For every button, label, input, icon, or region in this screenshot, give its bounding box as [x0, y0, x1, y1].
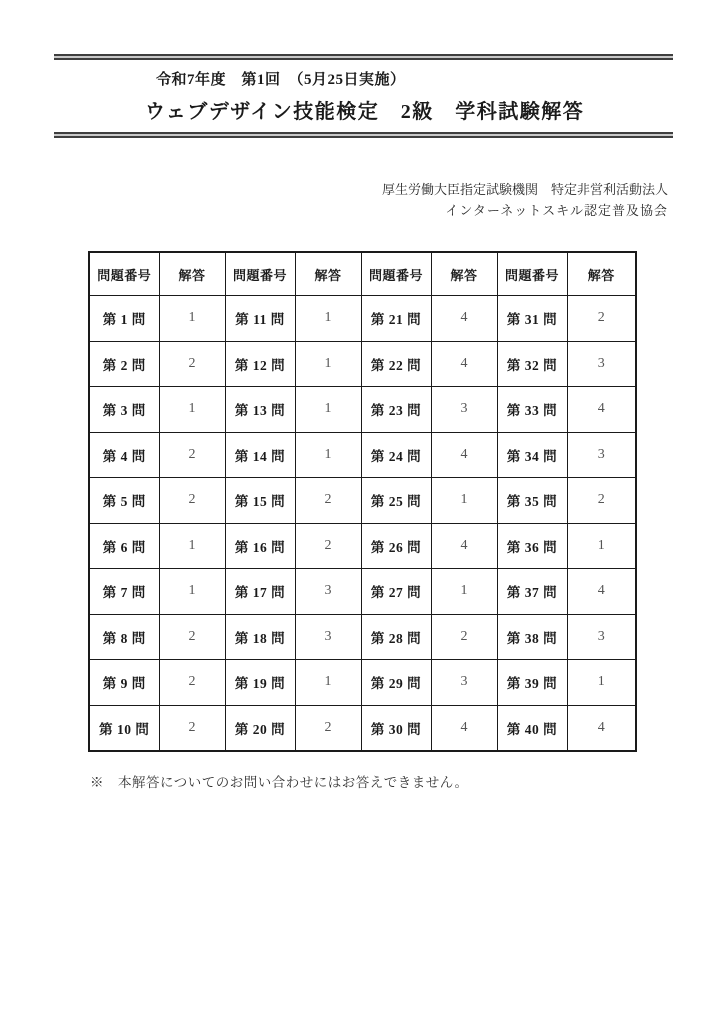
- question-number-cell: 第 14 問: [225, 432, 295, 478]
- answer-cell: 2: [159, 705, 225, 751]
- answer-cell: 2: [295, 523, 361, 569]
- question-number-cell: 第 9 問: [89, 660, 159, 706]
- answer-cell: 4: [567, 569, 636, 615]
- answer-cell: 1: [431, 569, 497, 615]
- header-bottom-double-rule: [54, 132, 673, 138]
- answer-cell: 2: [567, 296, 636, 342]
- answer-cell: 1: [159, 569, 225, 615]
- answer-cell: 2: [159, 341, 225, 387]
- answer-cell: 2: [159, 614, 225, 660]
- answer-cell: 1: [295, 660, 361, 706]
- organization-name-line: インターネットスキル認定普及協会: [445, 203, 668, 218]
- question-number-cell: 第 19 問: [225, 660, 295, 706]
- table-row: [89, 296, 636, 342]
- question-number-cell: 第 5 問: [89, 478, 159, 524]
- question-number-cell: 第 8 問: [89, 614, 159, 660]
- question-number-cell: 第 28 問: [361, 614, 431, 660]
- question-number-cell: 第 21 問: [361, 296, 431, 342]
- question-number-cell: 第 27 問: [361, 569, 431, 615]
- question-number-cell: 第 30 問: [361, 705, 431, 751]
- question-number-cell: 第 26 問: [361, 523, 431, 569]
- answer-cell: 1: [295, 432, 361, 478]
- question-number-cell: 第 17 問: [225, 569, 295, 615]
- question-number-cell: 第 7 問: [89, 569, 159, 615]
- answer-header-cell: 解答: [567, 252, 636, 296]
- table-row: [89, 387, 636, 433]
- footnote: ※ 本解答についてのお問い合わせにはお答えできません。: [90, 775, 469, 790]
- answer-cell: 3: [431, 387, 497, 433]
- table-row: [89, 478, 636, 524]
- table-row: [89, 705, 636, 751]
- question-number-cell: 第 6 問: [89, 523, 159, 569]
- answer-cell: 2: [295, 705, 361, 751]
- exam-session-line: 令和7年度 第1回 （5月25日実施）: [156, 72, 406, 88]
- answer-cell: 2: [159, 478, 225, 524]
- answer-cell: 2: [159, 660, 225, 706]
- answer-cell: 3: [567, 614, 636, 660]
- question-number-cell: 第 18 問: [225, 614, 295, 660]
- question-number-cell: 第 22 問: [361, 341, 431, 387]
- answer-header-cell: 解答: [295, 252, 361, 296]
- answer-cell: 4: [567, 387, 636, 433]
- question-number-cell: 第 4 問: [89, 432, 159, 478]
- question-number-cell: 第 15 問: [225, 478, 295, 524]
- answer-cell: 1: [295, 387, 361, 433]
- question-number-cell: 第 10 問: [89, 705, 159, 751]
- answer-cell: 4: [431, 523, 497, 569]
- question-number-cell: 第 16 問: [225, 523, 295, 569]
- question-number-cell: 第 23 問: [361, 387, 431, 433]
- question-number-header-cell: 問題番号: [225, 252, 295, 296]
- table-row: [89, 341, 636, 387]
- table-row: [89, 523, 636, 569]
- answer-cell: 1: [567, 523, 636, 569]
- answer-cell: 1: [295, 341, 361, 387]
- answer-table: [88, 251, 637, 752]
- answer-cell: 3: [567, 341, 636, 387]
- answer-header-cell: 解答: [431, 252, 497, 296]
- question-number-cell: 第 35 問: [497, 478, 567, 524]
- issuing-organization: [382, 179, 668, 221]
- answer-cell: 1: [567, 660, 636, 706]
- table-row: [89, 432, 636, 478]
- answer-cell: 4: [567, 705, 636, 751]
- answer-cell: 3: [567, 432, 636, 478]
- question-number-cell: 第 1 問: [89, 296, 159, 342]
- question-number-cell: 第 36 問: [497, 523, 567, 569]
- question-number-cell: 第 32 問: [497, 341, 567, 387]
- answer-cell: 1: [159, 387, 225, 433]
- question-number-header-cell: 問題番号: [361, 252, 431, 296]
- answer-cell: 1: [431, 478, 497, 524]
- page-title: ウェブデザイン技能検定 2級 学科試験解答: [145, 101, 585, 123]
- question-number-header-cell: 問題番号: [89, 252, 159, 296]
- organization-designation-line: 厚生労働大臣指定試験機関 特定非営利活動法人: [381, 182, 668, 197]
- question-number-cell: 第 38 問: [497, 614, 567, 660]
- table-row: [89, 660, 636, 706]
- question-number-cell: 第 25 問: [361, 478, 431, 524]
- question-number-cell: 第 34 問: [497, 432, 567, 478]
- answer-cell: 3: [431, 660, 497, 706]
- answer-cell: 4: [431, 296, 497, 342]
- table-header-row: [89, 252, 636, 296]
- question-number-cell: 第 13 問: [225, 387, 295, 433]
- question-number-cell: 第 39 問: [497, 660, 567, 706]
- question-number-cell: 第 29 問: [361, 660, 431, 706]
- question-number-header-cell: 問題番号: [497, 252, 567, 296]
- answer-cell: 1: [295, 296, 361, 342]
- answer-cell: 4: [431, 705, 497, 751]
- question-number-cell: 第 31 問: [497, 296, 567, 342]
- answer-header-cell: 解答: [159, 252, 225, 296]
- question-number-cell: 第 3 問: [89, 387, 159, 433]
- question-number-cell: 第 11 問: [225, 296, 295, 342]
- question-number-cell: 第 33 問: [497, 387, 567, 433]
- answer-cell: 2: [295, 478, 361, 524]
- answer-cell: 3: [295, 569, 361, 615]
- question-number-cell: 第 37 問: [497, 569, 567, 615]
- question-number-cell: 第 20 問: [225, 705, 295, 751]
- table-row: [89, 569, 636, 615]
- question-number-cell: 第 2 問: [89, 341, 159, 387]
- answer-cell: 2: [431, 614, 497, 660]
- answer-cell: 1: [159, 523, 225, 569]
- answer-cell: 2: [159, 432, 225, 478]
- question-number-cell: 第 12 問: [225, 341, 295, 387]
- top-double-rule: [54, 54, 673, 60]
- answer-cell: 1: [159, 296, 225, 342]
- answer-cell: 4: [431, 432, 497, 478]
- answer-cell: 4: [431, 341, 497, 387]
- question-number-cell: 第 24 問: [361, 432, 431, 478]
- question-number-cell: 第 40 問: [497, 705, 567, 751]
- answer-cell: 3: [295, 614, 361, 660]
- answer-cell: 2: [567, 478, 636, 524]
- table-row: [89, 614, 636, 660]
